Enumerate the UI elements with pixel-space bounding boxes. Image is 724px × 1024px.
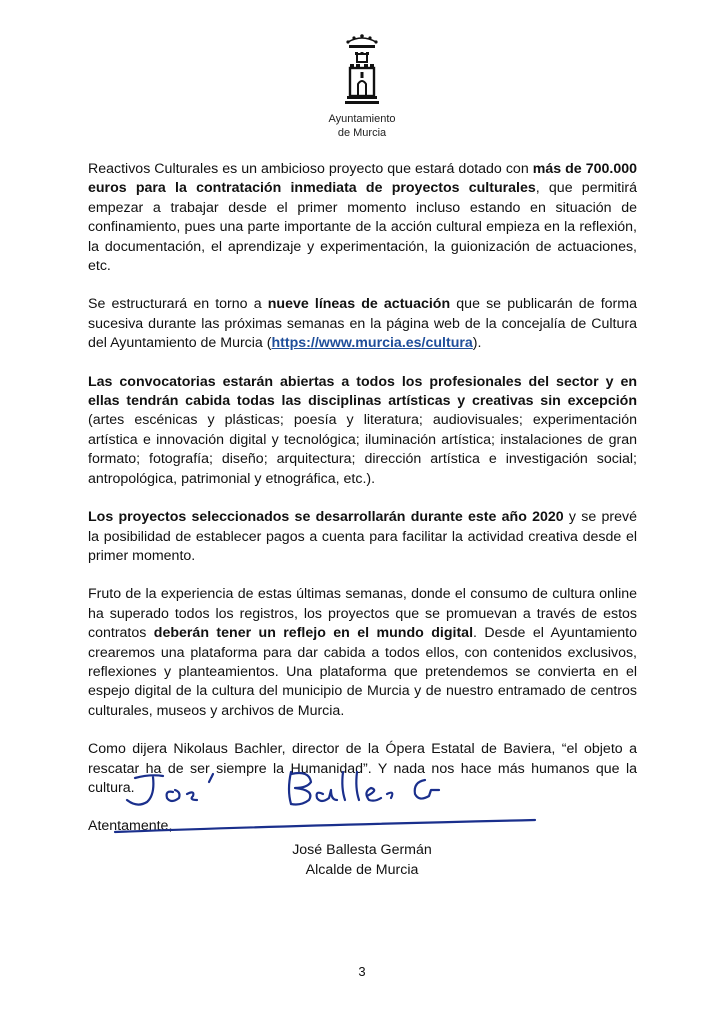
paragraph-text: que se publicarán de forma sucesiva durante las próximas semanas en la página web de la concejalía de Cultura del Ayuntamiento de Murcia ( <box>88 296 637 352</box>
paragraph-bold-text: nueve líneas de actuación <box>267 296 451 313</box>
paragraph-5 <box>88 585 637 721</box>
org-name-line1: Ayuntamiento <box>328 113 396 125</box>
paragraph-text: Reactivos Culturales es un ambicioso proyecto que estará dotado con <box>88 161 533 177</box>
letter-body <box>88 160 637 836</box>
closing-salutation: Atentamente, <box>88 818 173 835</box>
paragraph-text: . Desde el Ayuntamiento crearemos una plataforma para dar cabida a todos ellos, con contenidos exclusivos, reflexiones y planteamientos. Una plataforma que pretendemos se convierta en el espejo digital de la cultura del municipio de Murcia y de nuestro entramado de centros culturales, museos y archivos de Murcia. <box>88 625 637 719</box>
handwritten-signature <box>95 760 555 840</box>
paragraph-1 <box>88 160 637 276</box>
paragraph-bold-text: más de 700.000 euros para la contratación inmediata de proyectos culturales <box>88 161 637 197</box>
paragraph-4 <box>88 508 637 566</box>
page-number: 3 <box>358 964 366 979</box>
paragraph-text: ). <box>472 335 482 352</box>
signer-name: José Ballesta Germán <box>292 842 432 858</box>
paragraph-text: (artes escénicas y plásticas; poesía y literatura; audiovisuales; experimentación artística e innovación digital y tecnológica; iluminación artística; instalaciones de gran formato; fotografía; diseño; arquitectura; dirección artística e investigación social; antropológica, patrimonial y etnográfica, etc.). <box>88 412 637 487</box>
paragraph-text: Fruto de la experiencia de estas últimas semanas, donde el consumo de cultura online ha superado todos los registros, los proyectos que se promuevan a través de estos contratos <box>88 586 637 642</box>
paragraph-text: Se estructurará en torno a <box>88 296 268 313</box>
murcia-castle-crest-logo <box>342 30 382 108</box>
letterhead <box>0 30 724 140</box>
paragraph-text: , que permitirá empezar a trabajar desde el primer momento incluso estando en situación de confinamiento, pues una parte importante de la acción cultural empieza en la reflexión, la documentación, el aprendizaje y experimentación, la guionización de actuaciones, etc. <box>88 180 637 275</box>
paragraph-bold-text: Los proyectos seleccionados se desarrollarán durante este año 2020 <box>88 509 564 526</box>
signer-title: Alcalde de Murcia <box>305 861 419 878</box>
signer-block <box>260 841 464 880</box>
org-name-line2: de Murcia <box>337 127 387 139</box>
paragraph-2 <box>88 295 637 353</box>
paragraph-3 <box>88 373 637 489</box>
paragraph-text: Como dijera Nikolaus Bachler, director de la Ópera Estatal de Baviera, “el objeto a rescatar ha de ser siempre la Humanidad”. Y nada nos hace más humanos que la cultura. <box>88 741 637 796</box>
culture-website-link[interactable]: https://www.murcia.es/cultura <box>271 335 473 352</box>
paragraph-bold-text: deberán tener un reflejo en el mundo digital <box>153 625 474 642</box>
paragraph-bold-text: Las convocatorias estarán abiertas a todos los profesionales del sector y en ellas tendrán cabida todas las disciplinas artísticas y creativas sin excepción <box>88 373 637 410</box>
paragraph-text: y se prevé la posibilidad de establecer pagos a cuenta para facilitar la actividad creativa desde el primer momento. <box>88 509 637 564</box>
